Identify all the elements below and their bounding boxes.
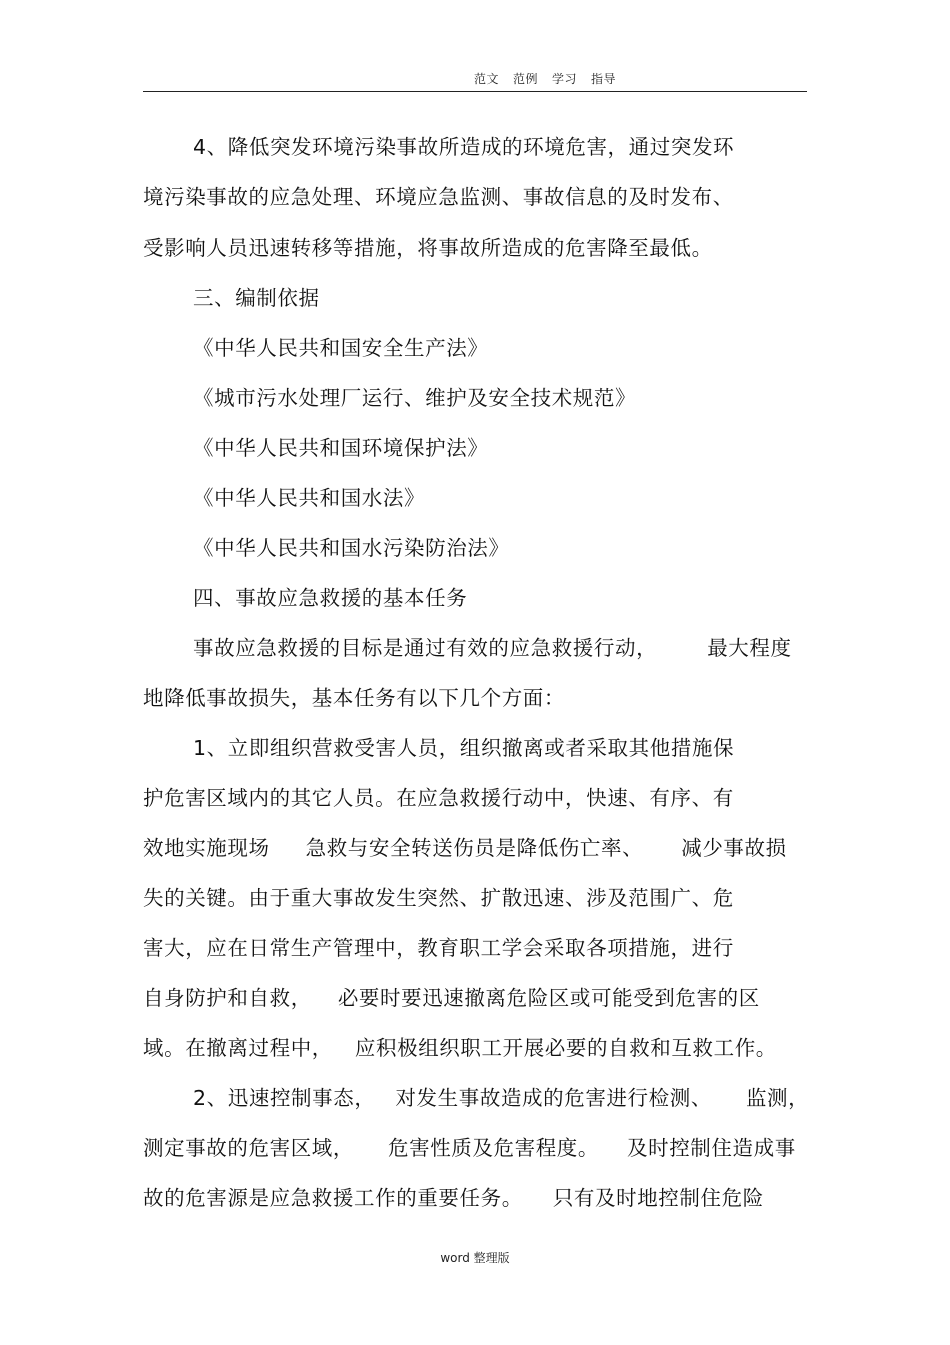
- text-segment: 必要时要迅速撤离危险区或可能受到危害的区: [337, 986, 760, 1010]
- text-segment: 域。在撤离过程中，: [143, 1036, 333, 1060]
- text-segment: 最大程度: [707, 636, 792, 660]
- text-segment: 自身防护和自救，: [143, 986, 312, 1010]
- text-segment: 及时控制住造成事: [627, 1136, 796, 1160]
- text-line: 1、立即组织营救受害人员，组织撤离或者采取其他措施保: [193, 736, 735, 760]
- text-segment: 危害性质及危害程度。: [388, 1136, 599, 1160]
- text-segment: 监测，: [745, 1086, 810, 1110]
- text-segment: 应积极组织职工开展必要的自救和互救工作。: [354, 1036, 777, 1060]
- header-text: [474, 70, 616, 87]
- text-line: [143, 1131, 796, 1161]
- text-line: 护危害区域内的其它人员。在应急救援行动中，快速、有序、有: [143, 786, 734, 810]
- text-line: [143, 1031, 777, 1061]
- header-part: 学习: [552, 72, 578, 86]
- text-segment: 效地实施现场: [143, 836, 270, 860]
- header-part: 指导: [591, 72, 617, 86]
- text-line: [143, 981, 760, 1011]
- text-line: 受影响人员迅速转移等措施，将事故所造成的危害降至最低。: [143, 236, 713, 260]
- text-segment: 故的危害源是应急救援工作的重要任务。: [143, 1186, 523, 1210]
- text-line: 4、降低突发环境污染事故所造成的环境危害，通过突发环: [193, 135, 735, 159]
- header-part: 范文: [474, 72, 500, 86]
- text-line: [143, 831, 787, 861]
- text-line: [193, 631, 792, 661]
- text-line: 《中华人民共和国水污染防治法》: [193, 536, 510, 560]
- text-line: 《中华人民共和国水法》: [193, 486, 426, 510]
- text-line: 三、编制依据: [193, 286, 320, 310]
- text-segment: 2、迅速控制事态，: [193, 1086, 376, 1110]
- page-header: [0, 68, 950, 92]
- text-line: 境污染事故的应急处理、环境应急监测、事故信息的及时发布、: [143, 185, 734, 209]
- text-line: [193, 1081, 809, 1111]
- text-segment: 事故应急救援的目标是通过有效的应急救援行动，: [193, 636, 658, 660]
- text-line: 地降低事故损失，基本任务有以下几个方面：: [143, 686, 565, 710]
- text-line: 《中华人民共和国环境保护法》: [193, 436, 489, 460]
- text-segment: 测定事故的危害区域，: [143, 1136, 354, 1160]
- text-line: 害大，应在日常生产管理中，教育职工学会采取各项措施，进行: [143, 936, 734, 960]
- text-segment: 减少事故损: [681, 836, 787, 860]
- text-line: 失的关键。由于重大事故发生突然、扩散迅速、涉及范围广、危: [143, 886, 734, 910]
- text-line: [143, 1181, 764, 1211]
- text-segment: 只有及时地控制住危险: [552, 1186, 764, 1210]
- text-line: 《城市污水处理厂运行、维护及安全技术规范》: [193, 386, 637, 410]
- text-line: 《中华人民共和国安全生产法》: [193, 336, 489, 360]
- text-segment: 对发生事故造成的危害进行检测、: [395, 1086, 712, 1110]
- header-divider: [143, 91, 807, 92]
- text-segment: 急救与安全转送伤员是降低伤亡率、: [305, 836, 644, 860]
- text-line: 四、事故应急救援的基本任务: [193, 586, 468, 610]
- header-part: 范例: [513, 72, 539, 86]
- page-footer: word 整理版: [440, 1251, 510, 1265]
